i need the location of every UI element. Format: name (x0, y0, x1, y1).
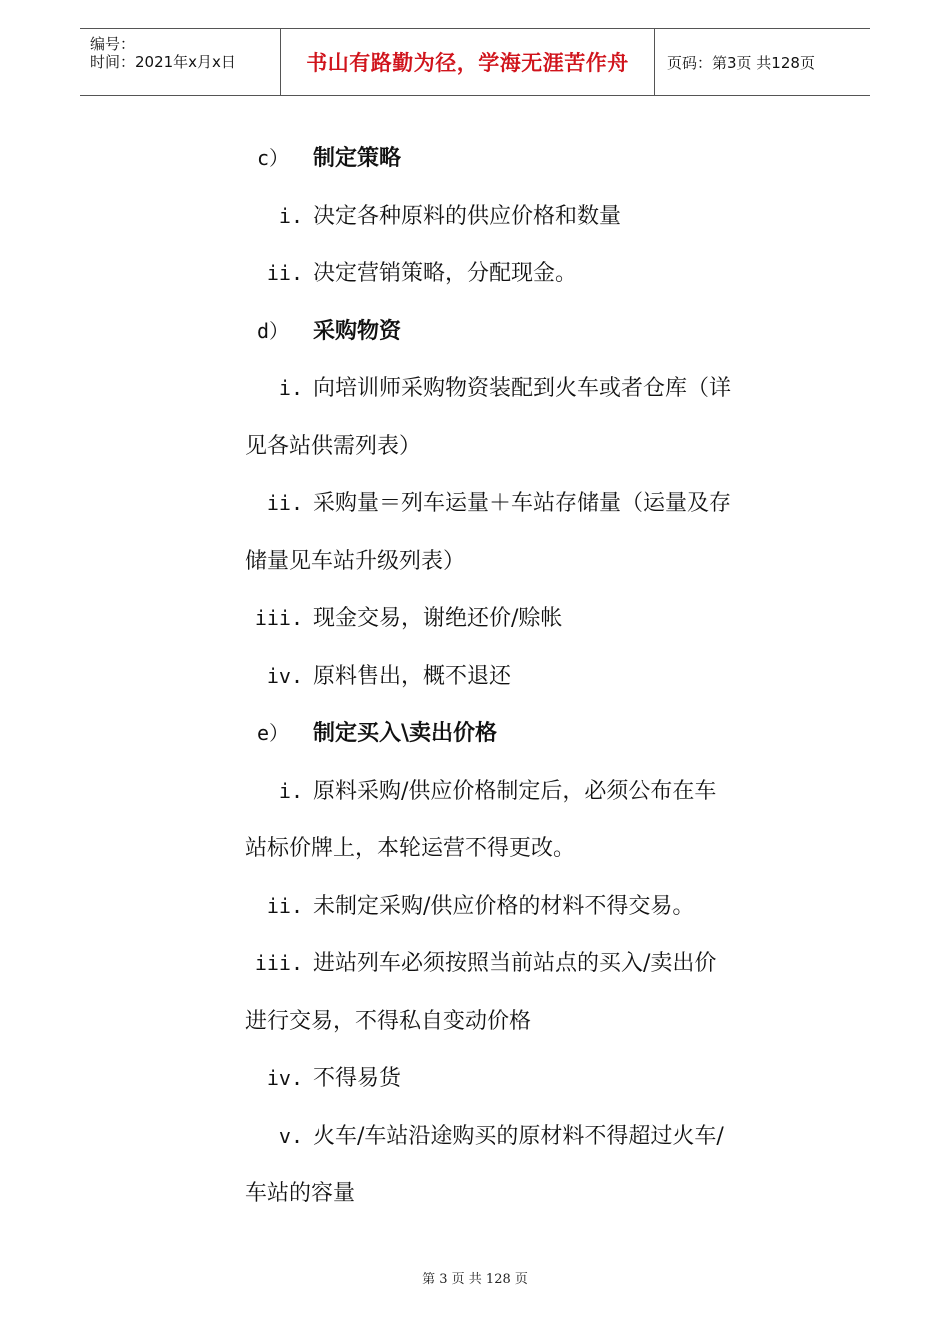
section-heading (245, 318, 402, 344)
item-text: 原料售出，概不退还 (313, 663, 512, 689)
item-text: 未制定采购/供应价格的材料不得交易。 (313, 893, 695, 919)
continuation-line (245, 1183, 355, 1205)
header-page-cell (655, 29, 870, 95)
continuation-line (245, 433, 422, 459)
list-item (245, 378, 731, 400)
list-item (245, 893, 695, 919)
item-marker: i. (278, 203, 303, 228)
list-item (245, 493, 731, 515)
item-marker: ii. (266, 893, 303, 918)
header-motto-cell (281, 29, 655, 95)
header-meta-cell (80, 29, 281, 95)
list-item (245, 1068, 401, 1090)
item-text: 进行交易，不得私自变动价格 (245, 1008, 532, 1034)
list-item (245, 1123, 724, 1149)
item-text: 决定营销策略，分配现金。 (313, 261, 578, 286)
item-text: 储量见车站升级列表） (245, 548, 466, 574)
item-marker: iv. (266, 663, 303, 688)
continuation-line (245, 838, 575, 860)
item-text: 制定策略 (313, 146, 402, 171)
item-marker: ii. (266, 491, 303, 515)
item-marker: c） (256, 146, 289, 170)
item-marker: iii. (254, 606, 303, 630)
page-footer: 第 3 页 共 128 页 (422, 1272, 528, 1287)
list-item (245, 608, 562, 630)
list-item (245, 203, 622, 229)
list-item (245, 663, 512, 689)
item-marker: v. (278, 1123, 303, 1148)
item-text: 进站列车必须按照当前站点的买入/卖出价 (313, 951, 717, 976)
item-text: 车站的容量 (245, 1181, 356, 1206)
item-marker: i. (278, 778, 303, 803)
item-marker: i. (278, 376, 303, 400)
item-text: 采购量＝列车运量＋车站存储量（运量及存 (313, 491, 732, 516)
item-text: 原料采购/供应价格制定后，必须公布在车 (313, 778, 717, 804)
section-heading (245, 723, 497, 745)
item-marker: iii. (254, 951, 303, 975)
item-marker: iv. (266, 1066, 303, 1090)
list-item (245, 953, 716, 975)
item-text: 制定买入\卖出价格 (313, 721, 498, 746)
item-text: 采购物资 (313, 318, 402, 344)
item-text: 向培训师采购物资装配到火车或者仓库（详 (313, 376, 732, 401)
time-label: 时间：2021年x月x日 (90, 53, 236, 71)
motto-text: 书山有路勤为径，学海无涯苦作舟 (306, 51, 629, 75)
continuation-line (245, 1008, 532, 1034)
page-header (80, 28, 870, 96)
item-marker: e） (256, 721, 289, 745)
item-text: 不得易货 (313, 1066, 402, 1091)
item-text: 火车/车站沿途购买的原材料不得超过火车/ (313, 1123, 724, 1149)
item-text: 见各站供需列表） (245, 433, 422, 459)
section-heading (245, 148, 401, 170)
item-marker: ii. (266, 261, 303, 285)
item-text: 现金交易，谢绝还价/赊帐 (313, 606, 563, 631)
list-item (245, 263, 577, 285)
continuation-line (245, 548, 466, 574)
item-marker: d） (256, 318, 289, 343)
list-item (245, 778, 717, 804)
page-info: 页码：第3页 共128页 (667, 53, 815, 72)
item-text: 决定各种原料的供应价格和数量 (313, 203, 622, 229)
item-text: 站标价牌上，本轮运营不得更改。 (245, 836, 576, 861)
number-label: 编号： (90, 35, 136, 53)
